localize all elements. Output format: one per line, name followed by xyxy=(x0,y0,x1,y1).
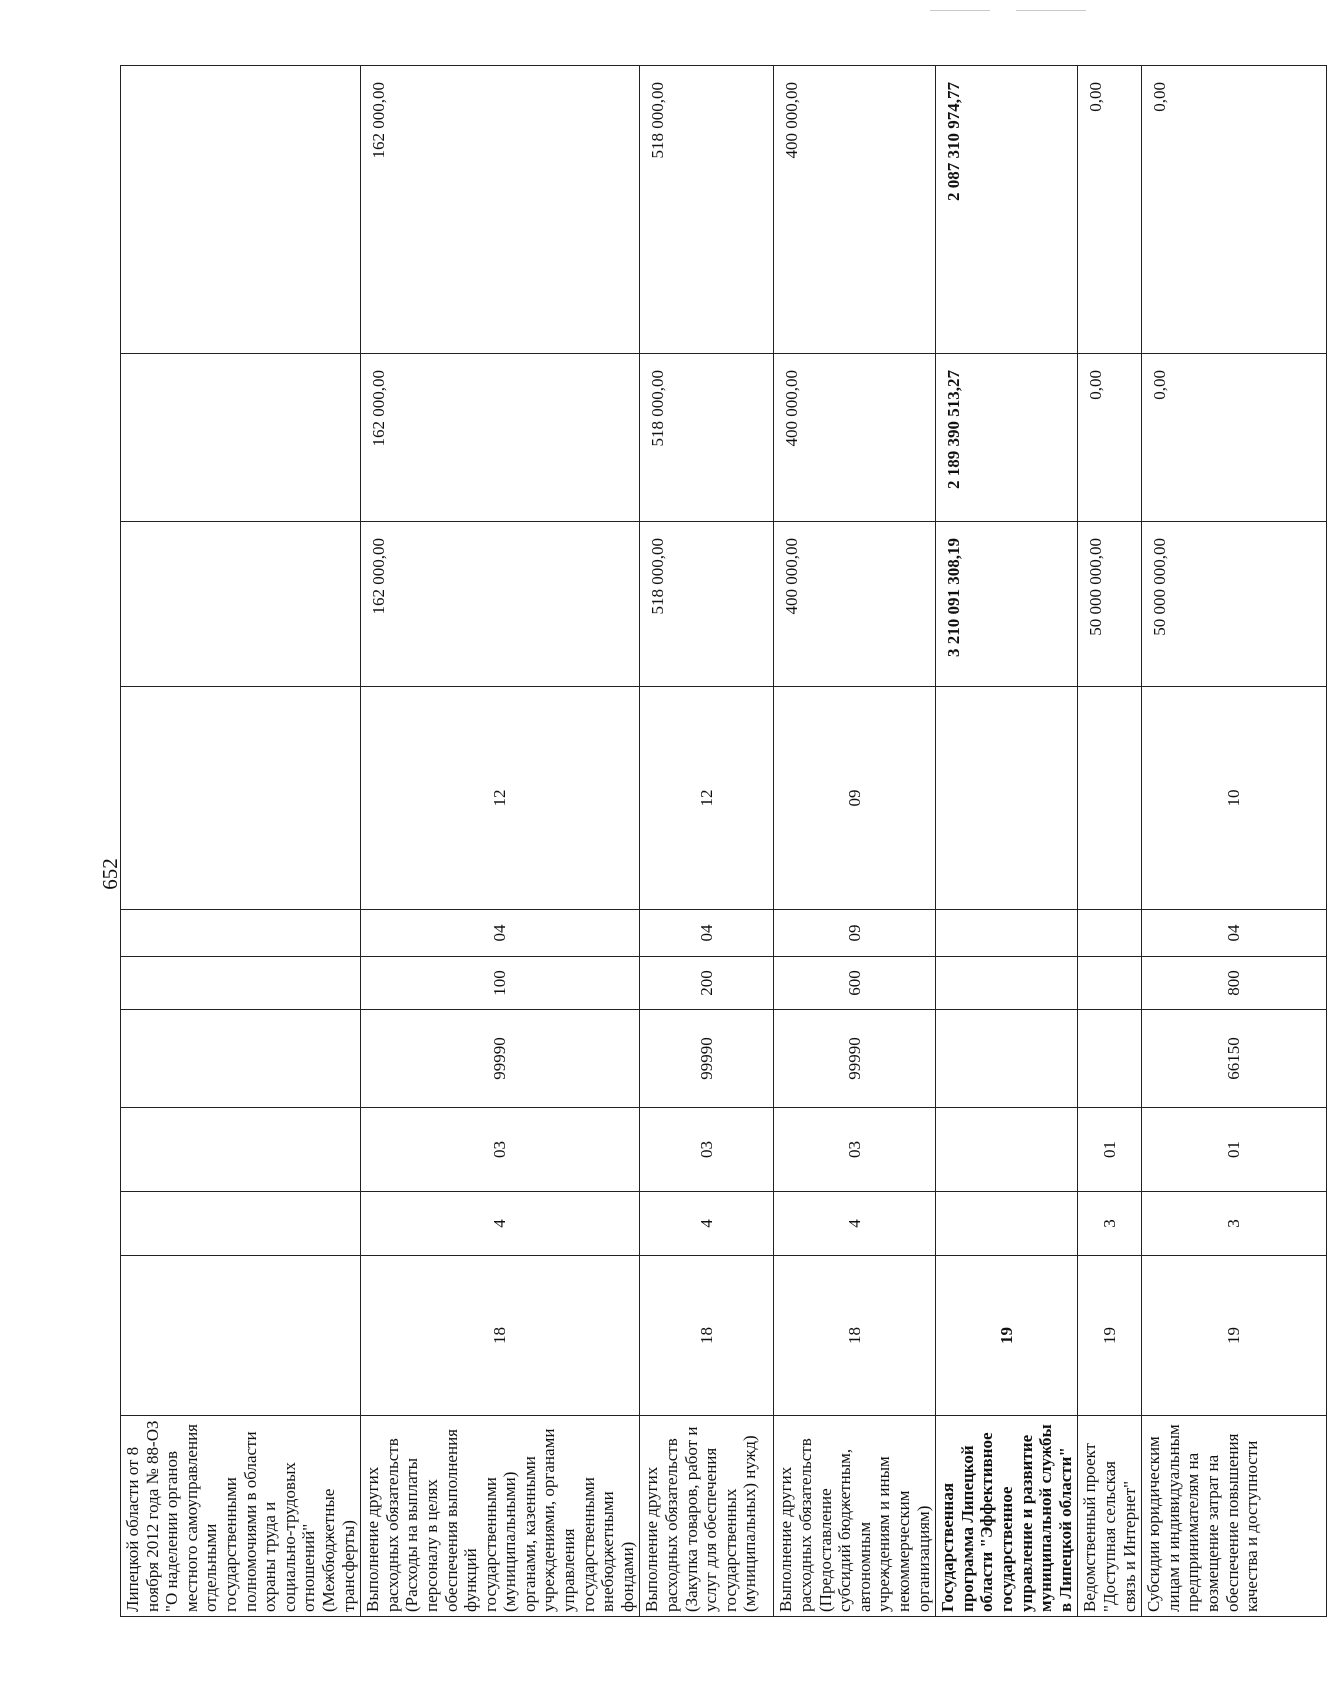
expense-type-cell xyxy=(121,957,361,1010)
page-number: 652 xyxy=(98,858,122,890)
subprogram-code-cell: 01 xyxy=(1078,1108,1142,1192)
subsection-code-cell xyxy=(936,687,1078,910)
grbs-code-cell: 18 xyxy=(361,1256,640,1416)
expense-type-cell: 200 xyxy=(640,957,774,1010)
amount-year1-cell: 162 000,00 xyxy=(361,522,640,687)
scan-mark xyxy=(1016,10,1086,11)
grbs-code-cell: 19 xyxy=(936,1256,1078,1416)
amount-year2-cell: 0,00 xyxy=(1078,354,1142,522)
section-code-cell: 04 xyxy=(361,910,640,957)
section-code-cell xyxy=(1078,910,1142,957)
section-code-cell xyxy=(121,910,361,957)
amount-year3-cell: 518 000,00 xyxy=(640,66,774,354)
table-row xyxy=(361,66,640,1617)
amount-year1-cell xyxy=(121,522,361,687)
grbs-code-cell: 19 xyxy=(1078,1256,1142,1416)
subprogram-code-cell xyxy=(936,1108,1078,1192)
amount-year1-cell: 50 000 000,00 xyxy=(1078,522,1142,687)
table-row xyxy=(1142,66,1327,1617)
amount-year1-cell: 3 210 091 308,19 xyxy=(936,522,1078,687)
row-name-cell: Выполнение других расходных обязательств (Расходы на выплаты персоналу в целях обеспечения выполнения функций государственными (муниципальными) органами, казенными учреждениями, органами управления государственными внебюджетными фондами) xyxy=(361,1416,640,1617)
direction-code-cell: 99990 xyxy=(774,1010,936,1108)
amount-year2-cell: 0,00 xyxy=(1142,354,1327,522)
row-name-cell: Ведомственный проект "Доступная сельская связь и Интернет" xyxy=(1078,1416,1142,1617)
grbs-code-cell xyxy=(121,1256,361,1416)
amount-year3-cell: 0,00 xyxy=(1142,66,1327,354)
expense-type-cell: 600 xyxy=(774,957,936,1010)
subsection-code-cell xyxy=(1078,687,1142,910)
direction-code-cell xyxy=(121,1010,361,1108)
table-row xyxy=(1078,66,1142,1617)
direction-code-cell xyxy=(936,1010,1078,1108)
subsection-code-cell: 12 xyxy=(640,687,774,910)
amount-year2-cell: 518 000,00 xyxy=(640,354,774,522)
program-code-cell: 4 xyxy=(640,1192,774,1256)
program-code-cell: 3 xyxy=(1142,1192,1327,1256)
expense-type-cell xyxy=(1078,957,1142,1010)
row-name-cell: Государственная программа Липецкой области "Эффективное государственное управление и развитие муниципальной службы в Липецкой области" xyxy=(936,1416,1078,1617)
section-code-cell xyxy=(936,910,1078,957)
subprogram-code-cell xyxy=(121,1108,361,1192)
table-row xyxy=(774,66,936,1617)
subprogram-code-cell: 01 xyxy=(1142,1108,1327,1192)
subprogram-code-cell: 03 xyxy=(774,1108,936,1192)
direction-code-cell: 66150 xyxy=(1142,1010,1327,1108)
grbs-code-cell: 18 xyxy=(640,1256,774,1416)
amount-year3-cell: 400 000,00 xyxy=(774,66,936,354)
amount-year3-cell: 0,00 xyxy=(1078,66,1142,354)
amount-year2-cell: 162 000,00 xyxy=(361,354,640,522)
direction-code-cell: 99990 xyxy=(361,1010,640,1108)
table-row xyxy=(936,66,1078,1617)
grbs-code-cell: 19 xyxy=(1142,1256,1327,1416)
expense-type-cell xyxy=(936,957,1078,1010)
program-code-cell: 4 xyxy=(774,1192,936,1256)
row-name-cell: Субсидии юридическим лицам и индивидуальным предпринимателям на возмещение затрат на обеспечение повышения качества и доступности xyxy=(1142,1416,1327,1617)
section-code-cell: 04 xyxy=(640,910,774,957)
subsection-code-cell: 12 xyxy=(361,687,640,910)
expense-type-cell: 100 xyxy=(361,957,640,1010)
program-code-cell xyxy=(121,1192,361,1256)
amount-year1-cell: 400 000,00 xyxy=(774,522,936,687)
amount-year2-cell xyxy=(121,354,361,522)
subsection-code-cell: 10 xyxy=(1142,687,1327,910)
budget-table xyxy=(120,65,1327,1617)
subprogram-code-cell: 03 xyxy=(640,1108,774,1192)
table-row xyxy=(121,66,361,1617)
expense-type-cell: 800 xyxy=(1142,957,1327,1010)
amount-year3-cell xyxy=(121,66,361,354)
program-code-cell: 4 xyxy=(361,1192,640,1256)
amount-year1-cell: 518 000,00 xyxy=(640,522,774,687)
table-row xyxy=(640,66,774,1617)
amount-year3-cell: 2 087 310 974,77 xyxy=(936,66,1078,354)
subsection-code-cell xyxy=(121,687,361,910)
program-code-cell xyxy=(936,1192,1078,1256)
section-code-cell: 09 xyxy=(774,910,936,957)
amount-year3-cell: 162 000,00 xyxy=(361,66,640,354)
budget-table-container xyxy=(120,66,1262,1617)
amount-year2-cell: 400 000,00 xyxy=(774,354,936,522)
section-code-cell: 04 xyxy=(1142,910,1327,957)
subprogram-code-cell: 03 xyxy=(361,1108,640,1192)
row-name-cell: Выполнение других расходных обязательств (Предоставление субсидий бюджетным, автономным учреждениям и иным некоммерческим организациям) xyxy=(774,1416,936,1617)
row-name-cell: Выполнение других расходных обязательств (Закупка товаров, работ и услуг для обеспечения государственных (муниципальных) нужд) xyxy=(640,1416,774,1617)
program-code-cell: 3 xyxy=(1078,1192,1142,1256)
direction-code-cell xyxy=(1078,1010,1142,1108)
direction-code-cell: 99990 xyxy=(640,1010,774,1108)
row-name-cell: Липецкой области от 8 ноября 2012 года № 88-ОЗ "О наделении органов местного самоуправления отдельными государственными полномочиями в области охраны труда и социально-трудовых отношений" (Межбюджетные трансферты) xyxy=(121,1416,361,1617)
amount-year1-cell: 50 000 000,00 xyxy=(1142,522,1327,687)
grbs-code-cell: 18 xyxy=(774,1256,936,1416)
subsection-code-cell: 09 xyxy=(774,687,936,910)
amount-year2-cell: 2 189 390 513,27 xyxy=(936,354,1078,522)
scan-mark xyxy=(930,10,990,11)
